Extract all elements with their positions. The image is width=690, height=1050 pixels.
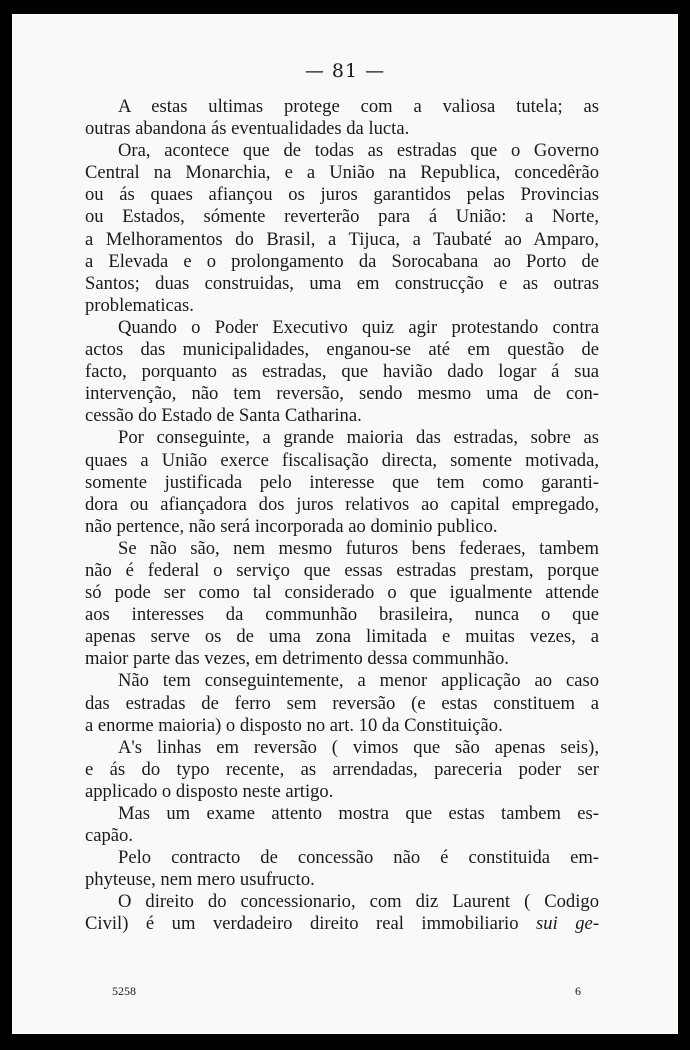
line-text: O direito do concessionario, com diz Laurent ( Codigo (118, 891, 599, 913)
text-line (85, 759, 599, 781)
line-text: facto, porquanto as estradas, que havião dado logar á sua (85, 361, 599, 383)
line-text: Se não são, nem mesmo futuros bens federaes, tambem (118, 537, 599, 559)
line-text: Central na Monarchia, e a União na Republica, concedêrão (85, 162, 599, 184)
text-line (85, 693, 599, 715)
text-line (85, 472, 599, 494)
text-line (85, 361, 599, 383)
line-text: dora ou afiançadora dos juros relativos ao capital empregado, (85, 493, 599, 515)
book-page (12, 14, 678, 1034)
text-line (85, 229, 599, 251)
text-line (85, 162, 599, 184)
body-text (85, 96, 599, 936)
line-text: só pode ser como tal considerado o que igualmente attende (85, 582, 599, 604)
text-line (85, 626, 599, 648)
line-text: quaes a União exerce fiscalisação directa, somente motivada, (85, 449, 599, 471)
signature-mark: 5258 (112, 984, 136, 998)
line-text: capão. (85, 825, 134, 847)
line-text: e ás do typo recente, as arrendadas, pareceria poder ser (85, 758, 599, 780)
line-text: cessão do Estado de Santa Catharina. (85, 405, 362, 427)
text-line (85, 96, 599, 118)
line-text: Pelo contracto de concessão não é constituida em- (118, 847, 599, 869)
text-line (85, 604, 599, 626)
text-line (85, 715, 599, 737)
text-line (85, 516, 599, 538)
text-line (85, 206, 599, 228)
line-text: ou ás quaes afiançou os juros garantidos pelas Provincias (85, 184, 599, 206)
text-line (85, 781, 599, 803)
text-line (85, 538, 599, 560)
line-text: outras abandona ás eventualidades da lucta. (85, 118, 410, 140)
text-line (85, 670, 599, 692)
text-line (85, 405, 599, 427)
text-line (85, 251, 599, 273)
line-text: somente justificada pelo interesse que tem como garanti- (85, 471, 599, 493)
text-line (85, 737, 599, 759)
line-text: actos das municipalidades, enganou-se até em questão de (85, 339, 599, 361)
text-line (85, 847, 599, 869)
line-text: Por conseguinte, a grande maioria das estradas, sobre as (118, 427, 599, 449)
text-line (85, 140, 599, 162)
line-text: phyteuse, nem mero usufructo. (85, 869, 315, 891)
line-text: applicado o disposto neste artigo. (85, 780, 334, 802)
text-line (85, 317, 599, 339)
line-text: Civil) é um verdadeiro direito real immobiliario (85, 913, 519, 935)
line-text: Quando o Poder Executivo quiz agir protestando contra (118, 316, 599, 338)
text-line (85, 913, 599, 935)
text-line (85, 494, 599, 516)
text-line (85, 450, 599, 472)
line-text: não é federal o serviço que essas estradas prestam, porque (85, 559, 599, 581)
italic-text: sui ge- (536, 913, 600, 935)
page-number: — 81 — (304, 60, 386, 82)
text-line (85, 273, 599, 295)
line-text: aos interesses da communhão brasileira, nunca o que (85, 604, 599, 626)
line-text: Mas um exame attento mostra que estas tambem es- (118, 803, 599, 824)
text-line (85, 825, 599, 847)
text-line (85, 295, 599, 317)
line-text: a enorme maioria) o disposto no art. 10 da Constituição. (85, 714, 503, 736)
line-text: Não tem conseguintemente, a menor applicação ao caso (118, 670, 599, 692)
text-line (85, 118, 599, 140)
text-line (85, 803, 599, 825)
sheet-number: 6 (575, 984, 581, 998)
line-text: intervenção, não tem reversão, sendo mesmo uma de con- (85, 383, 599, 405)
line-text: das estradas de ferro sem reversão (e estas constituem a (85, 692, 599, 714)
text-line (85, 582, 599, 604)
text-line (85, 339, 599, 361)
text-line (85, 383, 599, 405)
line-text: a Elevada e o prolongamento da Sorocabana ao Porto de (85, 250, 599, 272)
text-line (85, 427, 599, 449)
line-text: a Melhoramentos do Brasil, a Tijuca, a Taubaté ao Amparo, (85, 228, 599, 250)
line-text: A's linhas em reversão ( vimos que são apenas seis), (118, 736, 599, 758)
line-text: Ora, acontece que de todas as estradas que o Governo (118, 140, 599, 162)
text-line (85, 184, 599, 206)
text-line (85, 560, 599, 582)
line-text: ou Estados, sómente reverterão para á União: a Norte, (85, 206, 599, 228)
line-text: não pertence, não será incorporada ao dominio publico. (85, 515, 498, 537)
text-line (85, 648, 599, 670)
line-text: A estas ultimas protege com a valiosa tutela; as (118, 96, 599, 117)
line-text: problematicas. (85, 294, 194, 316)
line-text: maior parte das vezes, em detrimento dessa communhão. (85, 648, 509, 670)
line-text: apenas serve os de uma zona limitada e muitas vezes, a (85, 626, 599, 648)
line-text: Santos; duas construidas, uma em construcção e as outras (85, 272, 599, 294)
text-line (85, 891, 599, 913)
text-line (85, 869, 599, 891)
